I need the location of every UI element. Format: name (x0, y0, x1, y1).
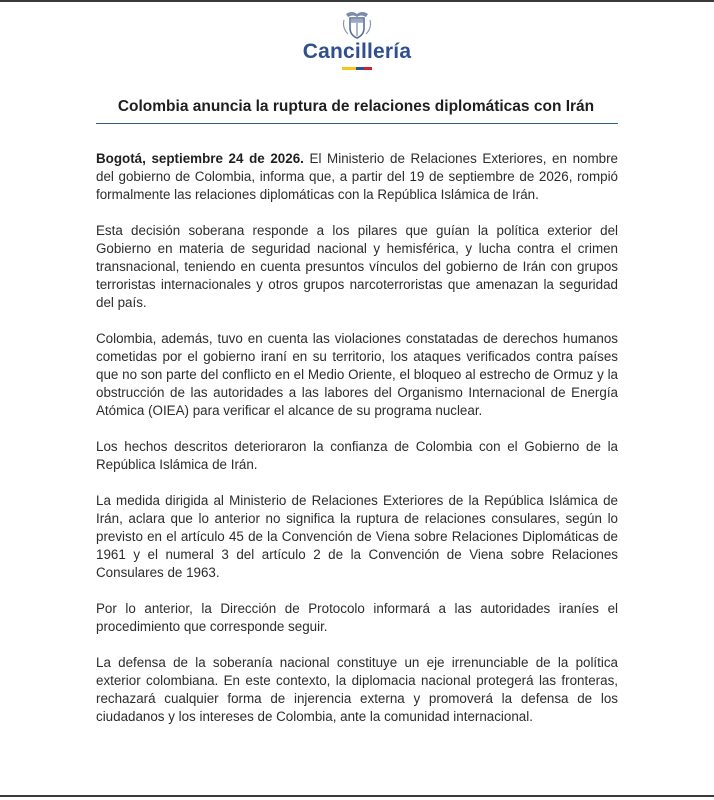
coat-of-arms-icon (342, 8, 372, 40)
flag-stripe (0, 67, 714, 70)
paragraph: La medida dirigida al Ministerio de Relaciones Exteriores de la República Islámica de Irán, aclara que lo anterior no significa la ruptura de relaciones consulares, según lo previsto en el artículo 45 de la Convención de Viena sobre Relaciones Diplomáticas de 1961 y el numeral 3 del artículo 2 de la Convención de Viena sobre Relaciones Consulares de 1963. (96, 493, 618, 580)
document-body (96, 150, 618, 744)
paragraph-text: El Ministerio de Relaciones Exteriores, en nombre del gobierno de Colombia, informa que, a partir del 19 de septiembre de 2026, rompió formalmente las relaciones diplomáticas con la República Islámica de Irán. (96, 151, 618, 202)
top-border (0, 0, 714, 2)
flag-yellow (342, 67, 356, 70)
header-logo (0, 8, 714, 70)
document-title: Colombia anuncia la ruptura de relaciones diplomáticas con Irán (117, 98, 595, 115)
flag-blue (356, 67, 364, 70)
paragraph: La defensa de la soberanía nacional constituye un eje irrenunciable de la política exterior colombiana. En este contexto, la diplomacia nacional protegerá las fronteras, rechazará cualquier forma de injerencia externa y promoverá la defensa de los ciudadanos y los intereses de Colombia, ante la comunidad internacional. (96, 655, 618, 724)
dateline: Bogotá, septiembre 24 de 2026. (96, 151, 304, 166)
bottom-border (0, 795, 714, 797)
brand-name: Cancillería (302, 40, 412, 63)
paragraph (96, 150, 618, 204)
paragraph: Los hechos descritos deterioraron la confianza de Colombia con el Gobierno de la República Islámica de Irán. (96, 439, 618, 472)
title-underline (96, 123, 618, 124)
flag-red (364, 67, 372, 70)
paragraph: Esta decisión soberana responde a los pilares que guían la política exterior del Gobierno en materia de seguridad nacional y hemisférica, y lucha contra el crimen transnacional, teniendo en cuenta presuntos vínculos del gobierno de Irán con grupos terroristas internacionales y otros grupos narcoterroristas que amenazan la seguridad del país. (96, 223, 618, 310)
paragraph: Colombia, además, tuvo en cuenta las violaciones constatadas de derechos humanos cometidas por el gobierno iraní en su territorio, los ataques verificados contra países que no son parte del conflicto en el Medio Oriente, el bloqueo al estrecho de Ormuz y la obstrucción de las autoridades a las labores del Organismo Internacional de Energía Atómica (OIEA) para verificar el alcance de su programa nuclear. (96, 331, 618, 418)
paragraph: Por lo anterior, la Dirección de Protocolo informará a las autoridades iraníes el procedimiento que corresponde seguir. (96, 601, 618, 634)
